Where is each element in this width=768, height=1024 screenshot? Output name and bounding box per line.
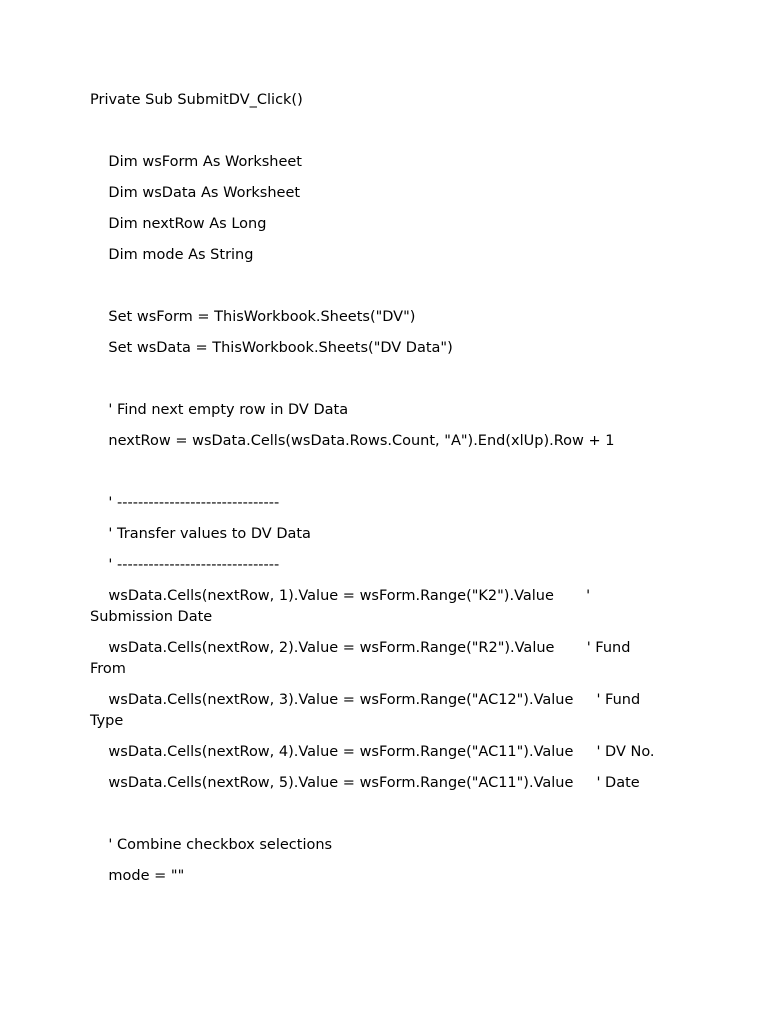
code-line-cell-4: wsData.Cells(nextRow, 4).Value = wsForm.Range("AC11").Value ' DV No.: [90, 744, 655, 760]
code-line-dim-wsform: Dim wsForm As Worksheet: [90, 154, 302, 170]
code-line-cell-3: wsData.Cells(nextRow, 3).Value = wsForm.Range("AC12").Value ' Fund Type: [90, 692, 641, 729]
code-line-cell-5: wsData.Cells(nextRow, 5).Value = wsForm.Range("AC11").Value ' Date: [90, 775, 640, 791]
code-line-set-wsdata: Set wsData = ThisWorkbook.Sheets("DV Data"): [90, 340, 453, 356]
code-line-set-wsform: Set wsForm = ThisWorkbook.Sheets("DV"): [90, 309, 416, 325]
code-comment-transfer: ' Transfer values to DV Data: [90, 526, 311, 542]
code-line-cell-1: wsData.Cells(nextRow, 1).Value = wsForm.Range("K2").Value ' Submission Date: [90, 588, 591, 625]
code-comment-divider-bottom: ' -------------------------------: [90, 557, 280, 573]
code-document: [90, 90, 690, 887]
code-line-mode-init: mode = "": [90, 868, 185, 884]
code-line-dim-mode: Dim mode As String: [90, 247, 254, 263]
code-line-sub-declaration: Private Sub SubmitDV_Click(): [90, 92, 303, 108]
code-line-dim-nextrow: Dim nextRow As Long: [90, 216, 267, 232]
code-comment-divider-top: ' -------------------------------: [90, 495, 280, 511]
code-line-cell-2: wsData.Cells(nextRow, 2).Value = wsForm.Range("R2").Value ' Fund From: [90, 640, 631, 677]
code-comment-find-row: ' Find next empty row in DV Data: [90, 402, 349, 418]
code-line-nextrow: nextRow = wsData.Cells(wsData.Rows.Count, "A").End(xlUp).Row + 1: [90, 433, 615, 449]
code-comment-checkbox: ' Combine checkbox selections: [90, 837, 333, 853]
code-line-dim-wsdata: Dim wsData As Worksheet: [90, 185, 301, 201]
